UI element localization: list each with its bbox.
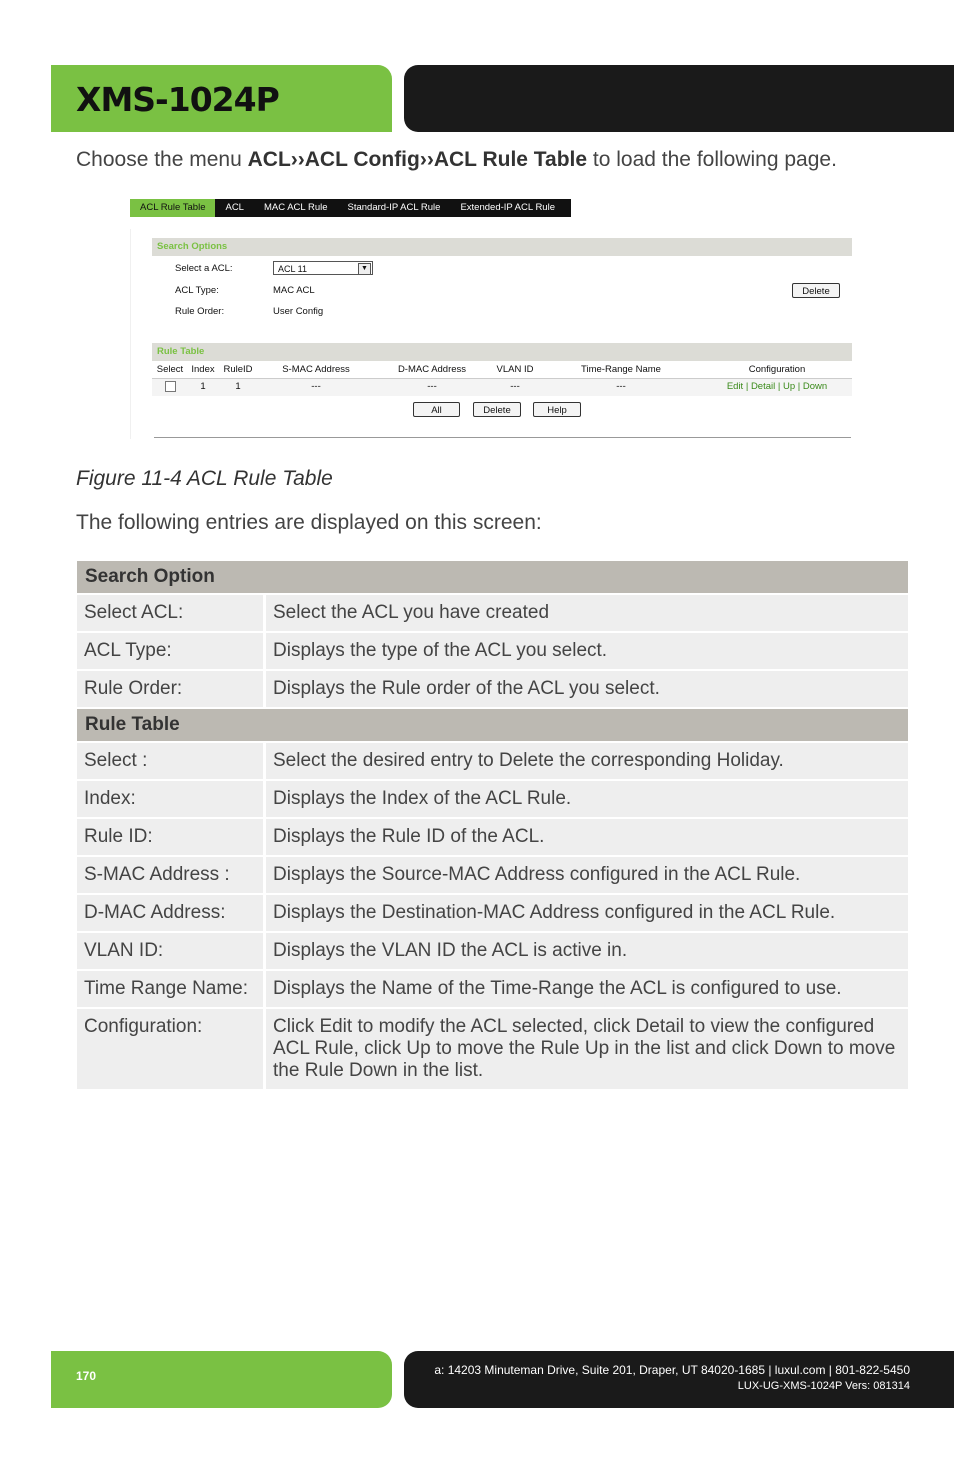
col-ruleid: RuleID: [223, 364, 253, 375]
table-row: [77, 971, 908, 1007]
row-vlan: ---: [510, 381, 520, 392]
table-row: [77, 819, 908, 855]
col-smac: S-MAC Address: [282, 364, 350, 375]
row-value: Displays the Destination-MAC Address configured in the ACL Rule.: [266, 895, 908, 931]
table-row: [77, 933, 908, 969]
row-ruleid: 1: [235, 381, 241, 392]
table-row: [77, 895, 908, 931]
description-table: [77, 559, 908, 1091]
search-options-header: Search Options: [152, 238, 852, 256]
row-key: Rule Order:: [77, 671, 266, 707]
link-separator: |: [775, 381, 783, 392]
tab-acl-rule-table[interactable]: ACL Rule Table: [130, 199, 215, 217]
rule-table-heading: Rule Table: [77, 709, 908, 741]
row-key: Index:: [77, 781, 266, 817]
row-value: Displays the Source-MAC Address configured in the ACL Rule.: [266, 857, 908, 893]
page-number: 170: [76, 1369, 97, 1383]
table-row: [77, 595, 908, 631]
delete-button[interactable]: Delete: [473, 402, 521, 417]
header-banner: [51, 65, 392, 132]
col-index: Index: [191, 364, 215, 375]
header-bar: [404, 65, 954, 132]
section-header-row: [77, 709, 908, 741]
row-checkbox[interactable]: [165, 381, 176, 392]
select-acl-label: Select a ACL:: [175, 263, 233, 274]
row-dmac: ---: [427, 381, 437, 392]
tab-acl[interactable]: ACL: [225, 202, 244, 213]
footer-banner: [51, 1351, 392, 1408]
rule-order-label: Rule Order:: [175, 306, 225, 317]
tab-extended-ip-acl-rule[interactable]: Extended-IP ACL Rule: [460, 202, 555, 213]
footer-bar: [404, 1351, 954, 1408]
page-title: XMS-1024P: [76, 80, 279, 119]
help-button[interactable]: Help: [533, 402, 581, 417]
tab-standard-ip-acl-rule[interactable]: Standard-IP ACL Rule: [347, 202, 441, 213]
tab-mac-acl-rule[interactable]: MAC ACL Rule: [263, 202, 328, 213]
table-row: [152, 379, 852, 396]
row-key: Select ACL:: [77, 595, 266, 631]
intro-suffix: to load the following page.: [587, 148, 837, 171]
table-row: [77, 633, 908, 669]
section-header-row: [77, 561, 908, 593]
acl-type-label: ACL Type:: [175, 285, 219, 296]
table-row: [77, 781, 908, 817]
row-smac: ---: [311, 381, 321, 392]
acl-select[interactable]: [273, 261, 373, 275]
row-value: Displays the type of the ACL you select.: [266, 633, 908, 669]
rule-order-value: User Config: [273, 306, 324, 317]
tab-bar: [130, 199, 571, 217]
divider: [154, 437, 851, 438]
intro-prefix: Choose the menu: [76, 148, 248, 171]
row-key: Configuration:: [77, 1009, 266, 1089]
rule-table-columns: [152, 362, 852, 379]
row-configuration: [702, 379, 852, 396]
acl-select-value: ACL 11: [278, 264, 308, 274]
col-select: Select: [156, 364, 184, 375]
row-index: 1: [200, 381, 206, 392]
col-dmac: D-MAC Address: [397, 364, 467, 375]
row-key: Select :: [77, 743, 266, 779]
row-key: D-MAC Address:: [77, 895, 266, 931]
table-row: [77, 857, 908, 893]
row-value: Select the desired entry to Delete the corresponding Holiday.: [266, 743, 908, 779]
description-intro: The following entries are displayed on this screen:: [76, 511, 542, 534]
col-time-range: Time-Range Name: [581, 364, 661, 375]
table-row: [77, 1009, 908, 1089]
row-value: Select the ACL you have created: [266, 595, 908, 631]
link-separator: |: [795, 381, 803, 392]
row-value: Displays the VLAN ID the ACL is active in.: [266, 933, 908, 969]
detail-link[interactable]: Detail: [750, 381, 776, 392]
search-option-heading: Search Option: [77, 561, 908, 593]
row-value: Click Edit to modify the ACL selected, click Detail to view the configured ACL Rule, click Up to move the Rule Up in the list and click Down to move the Rule Down in the list.: [266, 1009, 908, 1089]
up-link[interactable]: Up: [782, 381, 796, 392]
row-key: Time Range Name:: [77, 971, 266, 1007]
row-value: Displays the Rule order of the ACL you select.: [266, 671, 908, 707]
down-link[interactable]: Down: [802, 381, 828, 392]
row-key: Rule ID:: [77, 819, 266, 855]
row-key: S-MAC Address :: [77, 857, 266, 893]
row-key: ACL Type:: [77, 633, 266, 669]
intro-menu-path: ACL››ACL Config››ACL Rule Table: [247, 148, 588, 171]
row-value: Displays the Name of the Time-Range the ACL is configured to use.: [266, 971, 908, 1007]
row-key: VLAN ID:: [77, 933, 266, 969]
row-select-cell: [152, 379, 188, 396]
col-vlan: VLAN ID: [496, 364, 534, 375]
acl-type-value: MAC ACL: [273, 285, 315, 296]
acl-rule-table-screenshot: [130, 199, 855, 444]
footer-doc-id: LUX-UG-XMS-1024P Vers: 081314: [737, 1380, 910, 1392]
screenshot-edge: [130, 229, 131, 439]
intro-text: [76, 148, 837, 172]
rule-table-header: Rule Table: [152, 343, 852, 361]
table-row: [77, 743, 908, 779]
link-separator: |: [743, 381, 751, 392]
col-configuration: Configuration: [748, 364, 806, 375]
figure-caption: Figure 11-4 ACL Rule Table: [76, 467, 333, 490]
table-row: [77, 671, 908, 707]
row-time-range: ---: [616, 381, 626, 392]
footer-address: a: 14203 Minuteman Drive, Suite 201, Draper, UT 84020-1685 | luxul.com | 801-822-5450: [434, 1363, 910, 1377]
search-delete-button[interactable]: Delete: [792, 283, 840, 298]
all-button[interactable]: All: [413, 402, 460, 417]
chevron-down-icon[interactable]: ▼: [358, 263, 371, 275]
row-value: Displays the Rule ID of the ACL.: [266, 819, 908, 855]
edit-link[interactable]: Edit: [726, 381, 744, 392]
row-value: Displays the Index of the ACL Rule.: [266, 781, 908, 817]
